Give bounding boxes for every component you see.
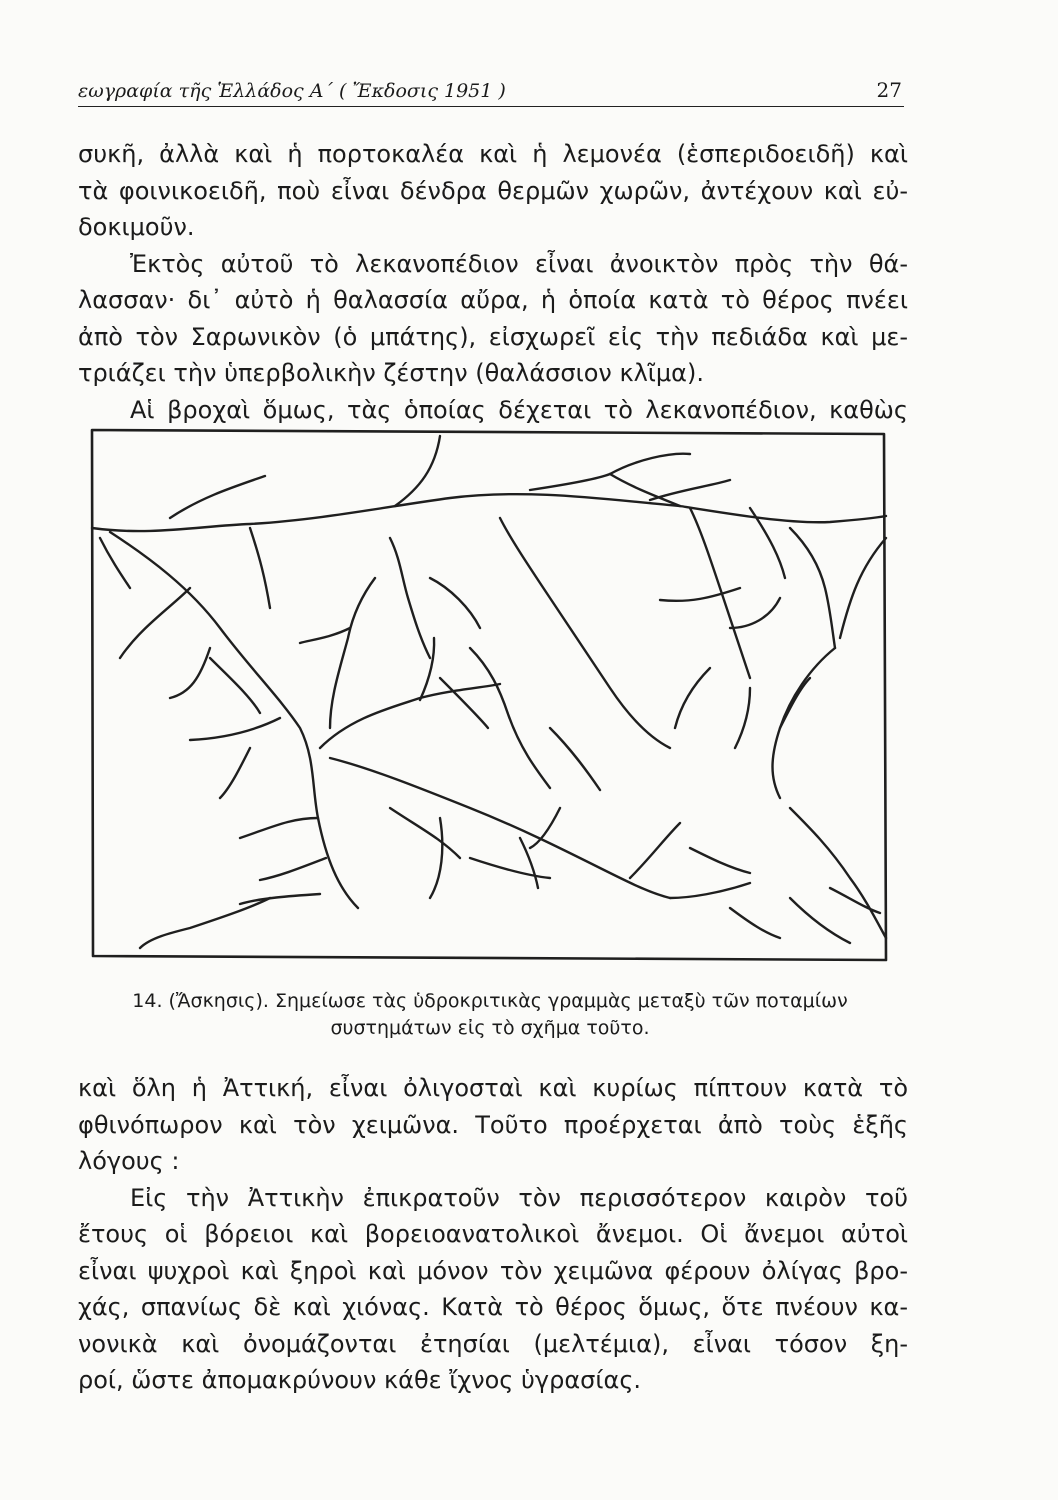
paragraph-2 (78, 1070, 908, 1399)
river-line (240, 894, 320, 904)
text-line: δοκιμοῦν. (78, 213, 195, 241)
text-line: νονικὰ καὶ ὀνομάζονται ἐτησίαι (μελτέμια), εἶναι τόσον ξη- (78, 1329, 908, 1358)
river-line (675, 668, 710, 728)
river-network-drawing (90, 428, 890, 976)
text-line: Εἰς τὴν Ἀττικὴν ἐπικρατοῦν τὸν περισσότερον καιρὸν τοῦ (130, 1183, 908, 1212)
river-line (220, 748, 250, 798)
river-line (390, 538, 430, 658)
river-line (420, 638, 434, 700)
river-line (92, 494, 886, 531)
river-line (790, 808, 886, 938)
river-line (670, 883, 750, 898)
text-line: τριάζει τὴν ὑπερβολικὴν ζέστην (θαλάσσιον κλῖμα). (78, 359, 704, 387)
river-line (300, 628, 350, 643)
river-line (630, 823, 680, 878)
text-line: λασσαν· δι᾽ αὐτὸ ἡ θαλασσία αὔρα, ἡ ὁποία κατὰ τὸ θέρος πνέει (78, 286, 908, 314)
text-line: ἀπὸ τὸν Σαρωνικὸν (ὁ μπάτης), εἰσχωρεῖ εἰς τὴν πεδιάδα καὶ με- (78, 322, 908, 351)
figure-frame (92, 430, 886, 960)
river-line (730, 908, 780, 938)
river-systems-figure (90, 428, 890, 976)
running-header (78, 72, 904, 107)
river-line (210, 658, 260, 713)
river-line (530, 474, 610, 490)
river-line (140, 898, 270, 948)
text-line: καὶ ὅλη ἡ Ἀττική, εἶναι ὀλιγοσταὶ καὶ κυρίως πίπτουν κατὰ τὸ (78, 1074, 908, 1102)
text-line: ἔτους οἱ βόρειοι καὶ βορειοανατολικοὶ ἄνεμοι. Οἱ ἄνεμοι αὐτοὶ (78, 1220, 908, 1248)
caption-line: 14. (Ἄσκησις). Σημείωσε τὰς ὑδροκριτικὰς γραμμὰς μεταξὺ τῶν ποταμίων (132, 990, 848, 1012)
river-line (330, 758, 670, 898)
river-line (440, 678, 488, 728)
paragraph-1 (78, 136, 908, 428)
river-line (730, 598, 780, 628)
text-line: ροί, ὥστε ἀπομακρύνουν κάθε ἴχνος ὑγρασίας. (78, 1366, 642, 1394)
river-line (830, 888, 880, 913)
river-line (395, 436, 440, 506)
river-line (470, 858, 550, 878)
river-line (790, 898, 850, 943)
text-line: συκῆ, ἀλλὰ καὶ ἡ πορτοκαλέα καὶ ἡ λεμονέα (ἑσπεριδοειδῆ) καὶ (78, 140, 908, 168)
river-line (240, 818, 318, 838)
river-line (100, 538, 130, 588)
river-line (110, 532, 358, 908)
river-line (500, 518, 670, 748)
text-line: Αἱ βροχαὶ ὅμως, τὰς ὁποίας δέχεται τὸ λεκανοπέδιον, καθὼς (130, 395, 908, 424)
river-line (260, 858, 326, 880)
river-line (790, 528, 835, 648)
river-line (330, 578, 375, 728)
text-line: φθινόπωρον καὶ τὸν χειμῶνα. Τοῦτο προέρχεται ἀπὸ τοὺς ἑξῆς (78, 1110, 908, 1139)
text-line: τὰ φοινικοειδῆ, ποὺ εἶναι δένδρα θερμῶν χωρῶν, ἀντέχουν καὶ εὐ- (78, 176, 908, 205)
river-line (430, 578, 480, 628)
river-line (610, 454, 690, 474)
river-line (780, 678, 810, 728)
river-line (660, 588, 740, 601)
river-line (390, 808, 460, 858)
river-line (320, 684, 500, 748)
river-line (250, 528, 270, 608)
river-line (430, 818, 442, 898)
river-line (550, 728, 600, 790)
text-line: χάς, σπανίως δὲ καὶ χιόνας. Κατὰ τὸ θέρος ὅμως, ὅτε πνέουν κα- (78, 1293, 908, 1321)
river-line (120, 588, 190, 658)
caption-line: συστημάτων εἰς τὸ σχῆμα τοῦτο. (330, 1017, 650, 1039)
page-number: 27 (876, 78, 902, 102)
river-line (190, 718, 280, 740)
river-line (170, 476, 265, 518)
river-line (650, 480, 730, 500)
text-line: Ἐκτὸς αὐτοῦ τὸ λεκανοπέδιον εἶναι ἀνοικτὸν πρὸς τὴν θά- (130, 249, 908, 278)
river-line (170, 648, 210, 698)
figure-caption (90, 988, 890, 1042)
river-line (470, 648, 550, 788)
text-line: λόγους : (78, 1147, 180, 1175)
header-title: εωγραφία τῆς Ἑλλάδος Α΄ ( Ἔκδοσις 1951 ) (78, 80, 506, 102)
text-line: εἶναι ψυχροὶ καὶ ξηροὶ καὶ μόνον τὸν χειμῶνα φέρουν ὀλίγας βρο- (78, 1256, 908, 1285)
river-line (690, 848, 750, 873)
river-line (840, 538, 886, 638)
river-line (735, 688, 750, 748)
